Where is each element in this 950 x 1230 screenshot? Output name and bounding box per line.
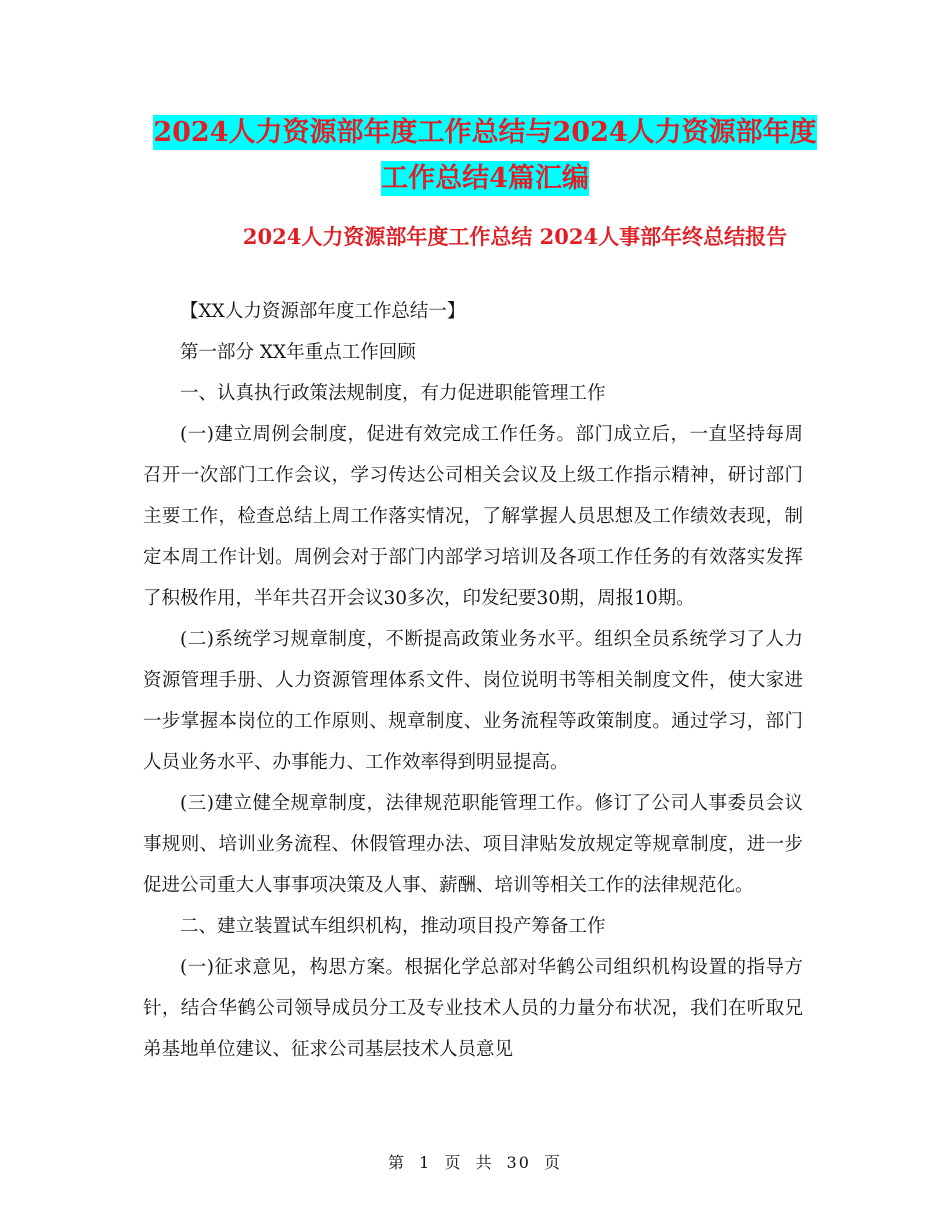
- title-line-2: 工作总结4篇汇编: [381, 163, 589, 194]
- paragraph: (一)建立周例会制度，促进有效完成工作任务。部门成立后，一直坚持每周召开一次部门工作会议，学习传达公司相关会议及上级工作指示精神，研讨部门主要工作，检查总结上周工作落实情况，了解掌握人员思想及工作绩效表现，制定本周工作计划。周例会对于部门内部学习培训及各项工作任务的有效落实发挥了积极作用，半年共召开会议30多次，印发纪要30期，周报10期。: [143, 424, 803, 609]
- paragraph: (二)系统学习规章制度，不断提高政策业务水平。组织全员系统学习了人力资源管理手册、人力资源管理体系文件、岗位说明书等相关制度文件，使大家进一步掌握本岗位的工作原则、规章制度、业务流程等政策制度。通过学习，部门人员业务水平、办事能力、工作效率得到明显提高。: [143, 629, 803, 773]
- title-line-1: 2024人力资源部年度工作总结与2024人力资源部年度: [153, 117, 817, 148]
- paragraph: 一、认真执行政策法规制度，有力促进职能管理工作: [180, 383, 606, 404]
- page-footer: 第 1 页 共 30 页: [388, 1153, 562, 1172]
- document-body: [143, 291, 803, 1070]
- paragraph: 二、建立装置试车组织机构，推动项目投产筹备工作: [180, 916, 606, 937]
- document-subtitle: 2024人力资源部年度工作总结 2024人事部年终总结报告: [242, 224, 788, 249]
- paragraph: (一)征求意见，构思方案。根据化学总部对华鹤公司组织机构设置的指导方针，结合华鹤公司领导成员分工及专业技术人员的力量分布状况，我们在听取兄弟基地单位建议、征求公司基层技术人员意见: [143, 957, 803, 1060]
- paragraph: 【XX人力资源部年度工作总结一】: [180, 301, 466, 322]
- paragraph: (三)建立健全规章制度，法律规范职能管理工作。修订了公司人事委员会议事规则、培训业务流程、休假管理办法、项目津贴发放规定等规章制度，进一步促进公司重大人事事项决策及人事、薪酬、培训等相关工作的法律规范化。: [143, 793, 803, 896]
- paragraph: 第一部分 XX年重点工作回顾: [180, 342, 416, 363]
- document-title: [140, 110, 830, 202]
